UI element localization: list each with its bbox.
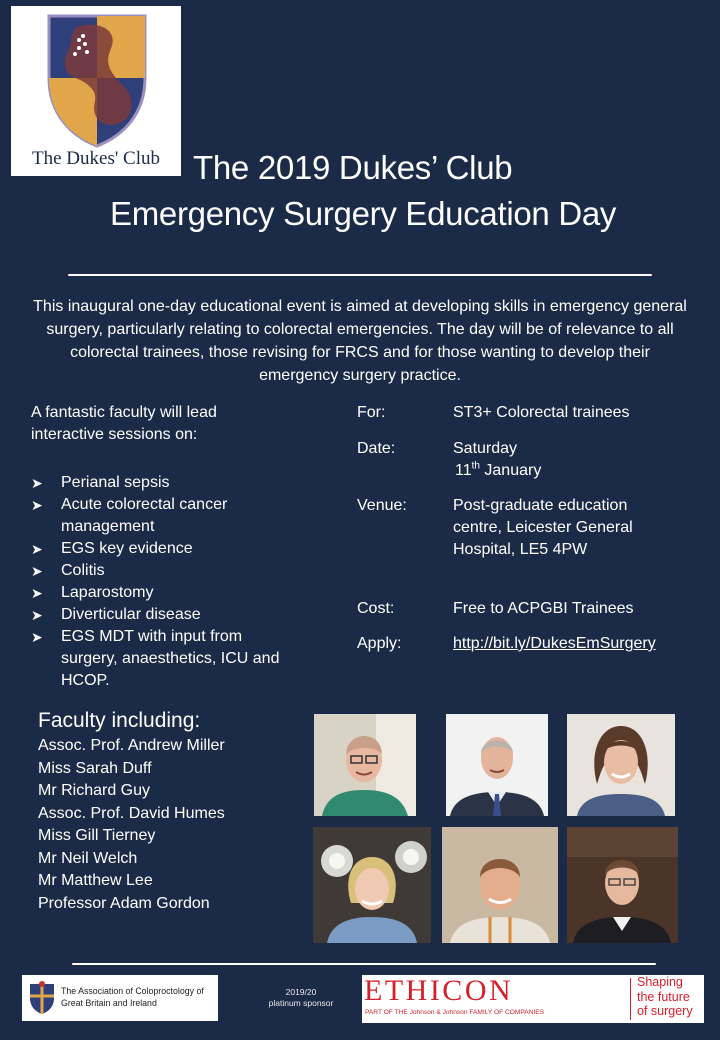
ethicon-wordmark: ETHICON [364, 974, 514, 1007]
date-day: Saturday [453, 440, 518, 457]
ethicon-logo [362, 975, 704, 1023]
shield-icon [45, 14, 149, 148]
faculty-photo [313, 827, 431, 943]
arrow-bullet-icon: ➤ [31, 563, 43, 579]
list-item: Mr Neil Welch [38, 849, 138, 867]
list-item: ➤ Diverticular disease [31, 604, 291, 626]
arrow-bullet-icon: ➤ [31, 629, 43, 645]
arrow-bullet-icon: ➤ [31, 585, 43, 601]
arrow-bullet-icon: ➤ [31, 475, 43, 491]
faculty-photo [442, 827, 558, 943]
logo-text: The Dukes' Club [32, 148, 160, 169]
list-item: Assoc. Prof. David Humes [38, 804, 225, 822]
list-item: Mr Richard Guy [38, 782, 151, 799]
cost-label: Cost: [357, 600, 395, 617]
ethicon-tagline: Shaping the future of surgery [637, 975, 693, 1018]
arrow-bullet-icon: ➤ [31, 541, 43, 557]
sponsor-label: 2019/20 platinum sponsor [268, 987, 334, 1008]
arrow-bullet-icon: ➤ [31, 607, 43, 623]
page-title-line-2: Emergency Surgery Education Day [110, 195, 617, 232]
faculty-list [38, 735, 225, 915]
arrow-bullet-icon: ➤ [31, 497, 43, 513]
date-value: 11th January [455, 460, 542, 479]
cost-value: Free to ACPGBI Trainees [453, 600, 634, 617]
faculty-photo [567, 714, 675, 816]
faculty-photo [446, 714, 548, 816]
list-item: ➤ Acute colorectal cancer management [31, 496, 228, 535]
dukes-club-logo [11, 6, 181, 176]
faculty-photo [314, 714, 416, 816]
list-item: Mr Matthew Lee [38, 872, 153, 889]
for-value: ST3+ Colorectal trainees [453, 404, 630, 421]
divider [72, 963, 656, 965]
ethicon-subline: PART OF THE Johnson & Johnson FAMILY OF COMPANIES [365, 1009, 545, 1016]
acpgbi-name: The Association of Coloproctology of Great Britain and Ireland [61, 986, 204, 1008]
date-label: Date: [357, 440, 396, 457]
for-label: For: [357, 404, 386, 421]
page-title-line-1: The 2019 Dukes’ Club [193, 149, 513, 186]
list-item: ➤ EGS key evidence [31, 538, 291, 560]
venue-label: Venue: [357, 497, 407, 514]
list-item: ➤ EGS MDT with input from surgery, anaesthetics, ICU and HCOP. [31, 628, 280, 689]
acpgbi-logo [22, 975, 218, 1021]
apply-link[interactable]: http://bit.ly/DukesEmSurgery [453, 635, 656, 652]
list-item: ➤ Colitis [31, 560, 291, 582]
faculty-heading: Faculty including: [38, 709, 201, 732]
list-item: Assoc. Prof. Andrew Miller [38, 737, 225, 754]
list-item: Miss Sarah Duff [38, 759, 152, 777]
intro-paragraph: This inaugural one-day educational event is aimed at developing skills in emergency general surgery, particularly relating to colorectal emergencies. The day will be of relevance to all colorectal trainees, those revising for FRCS and for those wanting to develop their emergency surgery practice. [33, 298, 687, 384]
divider [68, 274, 652, 276]
list-item: Professor Adam Gordon [38, 894, 210, 912]
list-item: Miss Gill Tierney [38, 827, 156, 844]
crest-icon [27, 980, 57, 1016]
faculty-photo [567, 827, 678, 943]
apply-label: Apply: [357, 635, 402, 652]
divider [630, 978, 631, 1020]
topics-list [31, 472, 291, 692]
sessions-intro: A fantastic faculty will lead interactive sessions on: [31, 404, 217, 443]
list-item: ➤ Laparostomy [31, 582, 291, 604]
list-item: ➤ Perianal sepsis [31, 472, 291, 494]
venue-value: Post-graduate education centre, Leicester General Hospital, LE5 4PW [453, 497, 633, 558]
